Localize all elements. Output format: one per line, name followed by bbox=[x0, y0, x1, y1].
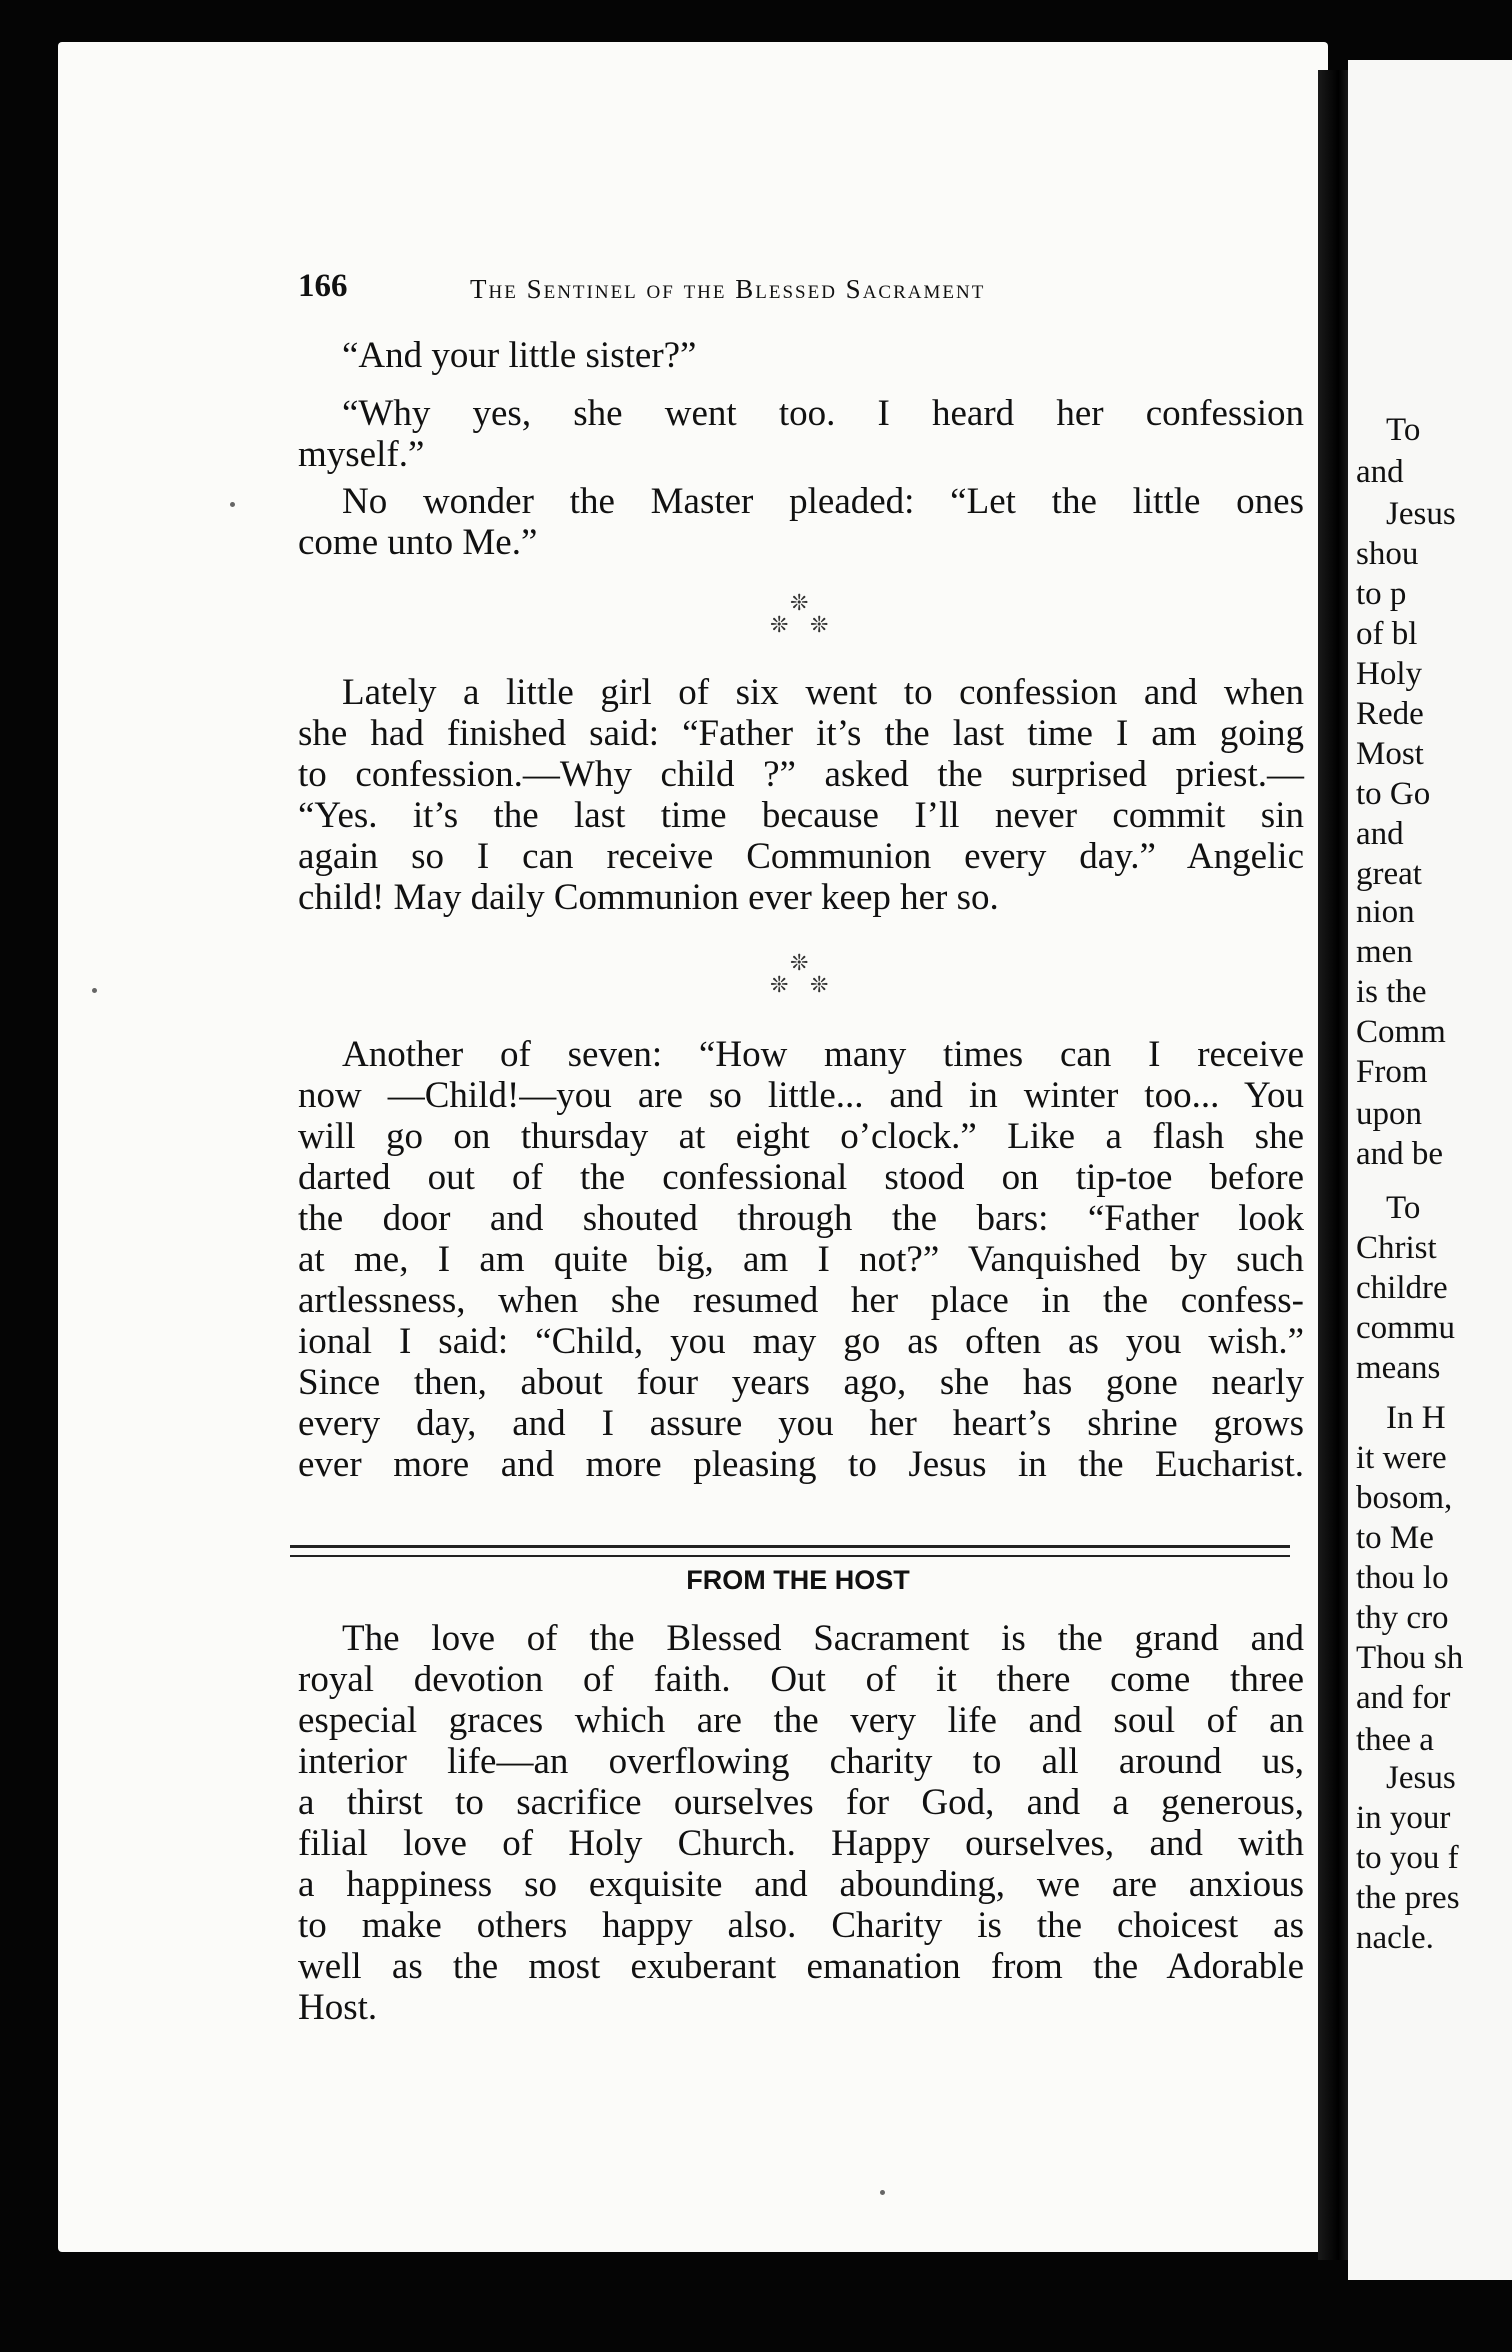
right-page-fragment: commu bbox=[1356, 1310, 1455, 1346]
text-line: come unto Me.” bbox=[298, 522, 538, 563]
text-line: every day, and I assure you her heart’s shrine grows bbox=[298, 1403, 1304, 1444]
text-line: to confession.—Why child ?” asked the surprised priest.— bbox=[298, 754, 1304, 795]
right-page-fragment: in your bbox=[1356, 1800, 1451, 1836]
text-line: darted out of the confessional stood on tip-toe before bbox=[298, 1157, 1304, 1198]
right-page-fragment: Rede bbox=[1356, 696, 1424, 732]
right-page-fragment: and for bbox=[1356, 1680, 1451, 1716]
section-divider bbox=[290, 1555, 1290, 1557]
paragraph-1 bbox=[298, 335, 1304, 376]
right-page-fragment: men bbox=[1356, 934, 1413, 970]
right-page-fragment: it were bbox=[1356, 1440, 1447, 1476]
right-page-fragment: Thou sh bbox=[1356, 1640, 1464, 1676]
text-line: especial graces which are the very life and soul of an bbox=[298, 1700, 1304, 1741]
text-line: Host. bbox=[298, 1987, 378, 2028]
right-page-fragment: nacle. bbox=[1356, 1920, 1434, 1956]
right-page-fragment: Jesus bbox=[1386, 1760, 1456, 1796]
right-page-fragment: is the bbox=[1356, 974, 1427, 1010]
running-title: The Sentinel of the Blessed Sacrament bbox=[470, 274, 986, 304]
right-page-fragment: bosom, bbox=[1356, 1480, 1453, 1516]
text-line: child! May daily Communion ever keep her so. bbox=[298, 877, 999, 918]
text-line: myself.” bbox=[298, 434, 425, 475]
right-page-fragment: great bbox=[1356, 856, 1422, 892]
page-header bbox=[298, 268, 1288, 312]
text-line: artlessness, when she resumed her place in the confess- bbox=[298, 1280, 1304, 1321]
right-page-fragment: In H bbox=[1386, 1400, 1446, 1436]
text-line: the door and shouted through the bars: “Father look bbox=[298, 1198, 1304, 1239]
right-page-fragment: childre bbox=[1356, 1270, 1448, 1306]
text-line: “And your little sister?” bbox=[342, 335, 697, 376]
text-line: interior life—an overflowing charity to all around us, bbox=[298, 1741, 1304, 1782]
right-page-fragment: upon bbox=[1356, 1096, 1422, 1132]
text-line: royal devotion of faith. Out of it there come three bbox=[298, 1659, 1304, 1700]
asterism-ornament: ❊ ❊ ❊ bbox=[770, 590, 829, 637]
speck bbox=[230, 502, 235, 507]
text-line: at me, I am quite big, am I not?” Vanquished by such bbox=[298, 1239, 1304, 1280]
right-page-fragment: Comm bbox=[1356, 1014, 1446, 1050]
right-page-fragment: Jesus bbox=[1386, 496, 1456, 532]
text-line: a thirst to sacrifice ourselves for God, and a generous, bbox=[298, 1782, 1304, 1823]
text-line: Another of seven: “How many times can I receive bbox=[342, 1034, 1304, 1075]
right-page-fragment: Christ bbox=[1356, 1230, 1437, 1266]
right-page-fragment: and bbox=[1356, 454, 1404, 490]
right-page-fragment: to you f bbox=[1356, 1840, 1459, 1876]
speck bbox=[92, 988, 97, 993]
section-paragraph bbox=[298, 1618, 1304, 2028]
right-page-fragment: of bl bbox=[1356, 616, 1418, 652]
paragraph-2 bbox=[298, 393, 1304, 475]
right-page-fragment: Holy bbox=[1356, 656, 1422, 692]
right-page-fragment: thee a bbox=[1356, 1722, 1434, 1758]
right-page-fragment: and bbox=[1356, 816, 1404, 852]
right-page-fragment: to Me bbox=[1356, 1520, 1434, 1556]
right-page-fragment: Most bbox=[1356, 736, 1424, 772]
section-title: FROM THE HOST bbox=[686, 1565, 910, 1595]
right-page-fragment: to p bbox=[1356, 576, 1407, 612]
right-page-fragment: the pres bbox=[1356, 1880, 1460, 1916]
text-line: well as the most exuberant emanation from the Adorable bbox=[298, 1946, 1304, 1987]
text-line: filial love of Holy Church. Happy ourselves, and with bbox=[298, 1823, 1304, 1864]
right-page bbox=[1348, 60, 1512, 2280]
right-page-fragment: thou lo bbox=[1356, 1560, 1449, 1596]
text-line: to make others happy also. Charity is the choicest as bbox=[298, 1905, 1304, 1946]
paragraph-5 bbox=[298, 1034, 1304, 1485]
right-page-fragment: shou bbox=[1356, 536, 1419, 572]
text-line: “Yes. it’s the last time because I’ll never commit sin bbox=[298, 795, 1304, 836]
text-line: ional I said: “Child, you may go as often as you wish.” bbox=[298, 1321, 1304, 1362]
text-line: The love of the Blessed Sacrament is the grand and bbox=[342, 1618, 1304, 1659]
right-page-fragment: To bbox=[1386, 412, 1421, 448]
right-page-fragment: thy cro bbox=[1356, 1600, 1449, 1636]
speck bbox=[880, 2190, 885, 2195]
text-line: Since then, about four years ago, she has gone nearly bbox=[298, 1362, 1304, 1403]
section-divider bbox=[290, 1545, 1290, 1548]
text-line: will go on thursday at eight o’clock.” Like a flash she bbox=[298, 1116, 1304, 1157]
page-number: 166 bbox=[298, 268, 348, 304]
text-line: now —Child!—you are so little... and in winter too... You bbox=[298, 1075, 1304, 1116]
right-page-fragment: means bbox=[1356, 1350, 1441, 1386]
right-page-fragment: to Go bbox=[1356, 776, 1431, 812]
right-page-fragment: nion bbox=[1356, 894, 1415, 930]
text-line: again so I can receive Communion every day.” Angelic bbox=[298, 836, 1304, 877]
asterism-ornament: ❊ ❊ ❊ bbox=[770, 950, 829, 997]
text-line: “Why yes, she went too. I heard her confession bbox=[342, 393, 1304, 434]
text-line: Lately a little girl of six went to confession and when bbox=[342, 672, 1304, 713]
text-line: a happiness so exquisite and abounding, we are anxious bbox=[298, 1864, 1304, 1905]
paragraph-4 bbox=[298, 672, 1304, 918]
text-line: No wonder the Master pleaded: “Let the little ones bbox=[342, 481, 1304, 522]
text-line: she had finished said: “Father it’s the last time I am going bbox=[298, 713, 1304, 754]
text-line: ever more and more pleasing to Jesus in the Eucharist. bbox=[298, 1444, 1304, 1485]
paragraph-3 bbox=[298, 481, 1304, 563]
right-page-fragment: and be bbox=[1356, 1136, 1444, 1172]
right-page-fragment: From bbox=[1356, 1054, 1428, 1090]
right-page-fragment: To bbox=[1386, 1190, 1421, 1226]
book-gutter bbox=[1318, 70, 1352, 2260]
